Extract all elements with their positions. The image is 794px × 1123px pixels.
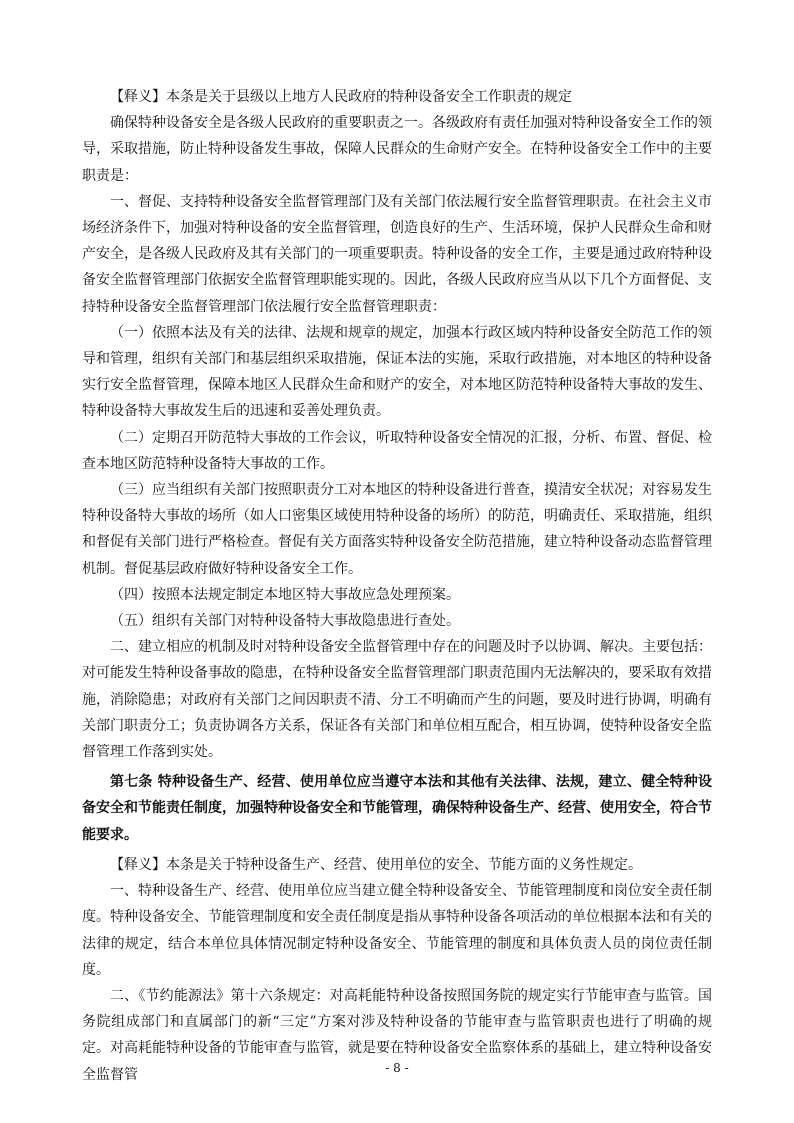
paragraph-12: 一、特种设备生产、经营、使用单位应当建立健全特种设备安全、节能管理制度和岗位安全责任制度。特种设备安全、节能管理制度和安全责任制度是指从事特种设备各项活动的单位根据本法和有关的法律的规定，结合本单位具体情况制定特种设备安全、节能管理的制度和具体负责人员的岗位责任制度。 bbox=[82, 883, 712, 978]
paragraph-1: 【释义】本条是关于县级以上地方人民政府的特种设备安全工作职责的规定 bbox=[110, 89, 572, 105]
document-body bbox=[82, 84, 712, 1088]
paragraph-8: （五）组织有关部门对特种设备特大事故隐患进行查处。 bbox=[110, 613, 460, 630]
paragraph-3: 一、督促、支持特种设备安全监督管理部门及有关部门依法履行安全监督管理职责。在社会主义市场经济条件下，加强对特种设备的安全监督管理，创造良好的生产、生活环境，保护人民群众生命和财产安全，是各级人民政府及其有关部门的一项重要职责。特种设备的安全工作，主要是通过政府特种设备安全监督管理部门依据安全监督管理职能实现的。因此，各级人民政府应当从以下几个方面督促、支持特种设备安全监督管理部门依法履行安全监督管理职责： bbox=[82, 193, 712, 315]
paragraph-6: （三）应当组织有关部门按照职责分工对本地区的特种设备进行普查，摸清安全状况；对容易发生特种设备特大事故的场所（如人口密集区域使用特种设备的场所）的防范，明确责任、采取措施，组织和督促有关部门进行严格检查。督促有关方面落实特种设备安全防范措施，建立特种设备动态监督管理机制。督促基层政府做好特种设备安全工作。 bbox=[82, 482, 712, 577]
paragraph-7: （四）按照本法规定制定本地区特大事故应急处理预案。 bbox=[110, 586, 460, 603]
page-number: - 8 - bbox=[385, 1061, 409, 1075]
paragraph-5: （二）定期召开防范特大事故的工作会议，听取特种设备安全情况的汇报，分析、布置、督促、检查本地区防范特种设备特大事故的工作。 bbox=[82, 429, 712, 472]
paragraph-11: 【释义】本条是关于特种设备生产、经营、使用单位的安全、节能方面的义务性规定。 bbox=[110, 856, 642, 873]
paragraph-9: 二、建立相应的机制及时对特种设备安全监督管理中存在的问题及时予以协调、解决。主要包括：对可能发生特种设备事故的隐患，在特种设备安全监督管理部门职责范围内无法解决的，要采取有效措施，消除隐患；对政府有关部门之间因职责不清、分工不明确而产生的问题，要及时进行协调，明确有关部门职责分工；负责协调各方关系，保证各有关部门和单位相互配合，相互协调，使特种设备安全监督管理工作落到实处。 bbox=[82, 639, 712, 761]
paragraph-4: （一）依照本法及有关的法律、法规和规章的规定，加强本行政区域内特种设备安全防范工作的领导和管理，组织有关部门和基层组织采取措施，保证本法的实施，采取行政措施，对本地区的特种设备实行安全监督管理，保障本地区人民群众生命和财产的安全，对本地区防范特种设备特大事故的发生、特种设备特大事故发生后的迅速和妥善处理负责。 bbox=[82, 324, 712, 420]
paragraph-13: 二、《节约能源法》第十六条规定：对高耗能特种设备按照国务院的规定实行节能审查与监管。国务院组成部门和直属部门的新“三定”方案对涉及特种设备的节能审查与监管职责也进行了明确的规定。对高耗能特种设备的节能审查与监管，就是要在特种设备安全监察体系的基础上，建立特种设备安全监督管 bbox=[82, 987, 712, 1083]
article-7-heading: 第七条 特种设备生产、经营、使用单位应当遵守本法和其他有关法律、法规，建立、健全特种设备安全和节能责任制度，加强特种设备安全和节能管理，确保特种设备生产、经营、使用安全，符合节能要求。 bbox=[82, 774, 712, 843]
paragraph-2: 确保特种设备安全是各级人民政府的重要职责之一。各级政府有责任加强对特种设备安全工作的领导，采取措施，防止特种设备发生事故，保障人民群众的生命财产安全。在特种设备安全工作中的主要职责是： bbox=[82, 115, 712, 184]
